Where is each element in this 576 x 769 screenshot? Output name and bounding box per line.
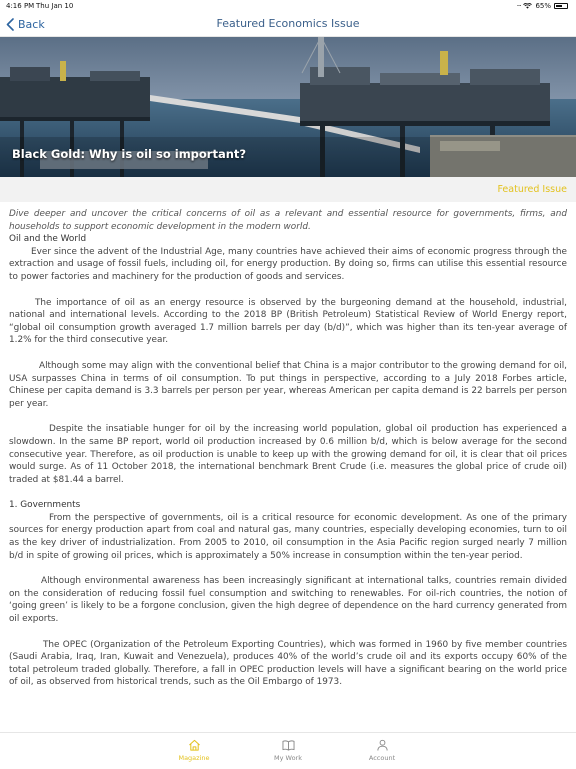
status-bar — [0, 0, 576, 12]
tab-bar — [0, 732, 576, 769]
article-body — [9, 208, 567, 689]
tab-label-magazine: Magazine — [178, 754, 210, 762]
hero-title: Black Gold: Why is oil so important? — [12, 147, 247, 161]
tab-label-my-work: My Work — [274, 754, 302, 762]
book-icon — [282, 739, 295, 751]
status-date: Thu Jan 10 — [36, 2, 74, 10]
page-title: Featured Economics Issue — [216, 17, 360, 30]
article-paragraph: The importance of oil as an energy resource is observed by the burgeoning demand at the household, industrial, national and international levels. According to the 2018 BP (British Petroleum) Statistical Review of World Energy report, “global oil consumption growth averaged 1.7 million barrels per day (b/d)”, which was higher than its ten-year average of 1.2% for the third consecutive year. — [9, 297, 567, 346]
article-paragraph: The OPEC (Organization of the Petroleum Exporting Countries), which was formed in 1960 by five member countries (Saudi Arabia, Iraq, Iran, Kuwait and Venezuela), produces 40% of the world’s crude oil and its exports occupy 60% of the total petroleum traded globally. Therefore, a fall in OPEC production levels will have a significant bearing on the world price of oil, as observed from historical trends, such as the Oil Embargo of 1973. — [9, 639, 567, 688]
home-icon — [188, 739, 201, 751]
section-heading-governments: 1. Governments — [9, 500, 81, 511]
tab-account[interactable] — [352, 739, 412, 762]
battery-icon — [554, 3, 568, 9]
tab-my-work[interactable] — [258, 739, 318, 762]
featured-issue-label: Featured Issue — [497, 184, 567, 195]
tab-magazine[interactable] — [164, 739, 224, 762]
status-indicators — [517, 2, 568, 10]
article-paragraph: Although environmental awareness has been increasingly significant at international talks, countries remain divided on the consideration of reducing fossil fuel consumption and switching to renewables. For oil-rich countries, the notion of ‘going green’ is likely to be a forgone conclusion, given the high degree of dependence on the hard currency generated from oil exports. — [9, 576, 567, 625]
article-paragraph: Although some may align with the conventional belief that China is a major contributor to the growing demand for oil, USA surpasses China in terms of oil consumption. To put things in perspective, according to a July 2018 Forbes article, Chinese per capita demand is 3.3 barrels per person per year, whereas American per capita demand is 22 barrels per person per year. — [9, 360, 567, 409]
featured-bar — [0, 177, 576, 202]
person-icon — [376, 739, 389, 751]
section-heading-oil-and-the-world: Oil and the World — [9, 234, 87, 245]
article-paragraph: Despite the insatiable hunger for oil by the increasing world population, global oil production has experienced a slowdown. In the same BP report, world oil production increased by 0.6 million b/d, which is below average for the second consecutive year. Therefore, as oil production is unable to keep up with the growing demand for oil, it is clear that oil prices would surge. As of 11 October 2018, the international benchmark Brent Crude (i.e. measures the global price of crude oil) traded at $81.44 a barrel. — [9, 424, 567, 485]
wifi-icon — [523, 3, 532, 9]
navigation-bar — [0, 12, 576, 37]
article-paragraph: Ever since the advent of the Industrial Age, many countries have achieved their aims of economic progress through the extraction and usage of fossil fuels, including oil, for energy production. By doing so, firms can utilise this essential resource to power factories and machinery for the production of goods and services. — [9, 246, 567, 282]
article-paragraph: From the perspective of governments, oil is a critical resource for economic development. As one of the primary sources for energy production apart from coal and natural gas, many countries, especially developing economies, turn to oil as the key driver of industrialization. From 2005 to 2010, oil consumption in the Asia Pacific region surged nearly 7 million b/d in spite of growing oil prices, which is approximately a 50% increase in consumption within the ten-year period. — [9, 512, 567, 561]
battery-percent: 65% — [535, 2, 551, 10]
article-intro: Dive deeper and uncover the critical concerns of oil as a relevant and essential resource for governments, firms, and households to support economic development in the modern world. — [9, 209, 567, 232]
tab-label-account: Account — [368, 754, 396, 762]
hero-image — [0, 37, 576, 177]
status-time: 4:16 PM — [6, 2, 35, 10]
back-label: Back — [18, 17, 45, 31]
multitask-dots-icon: ··· — [516, 2, 521, 10]
